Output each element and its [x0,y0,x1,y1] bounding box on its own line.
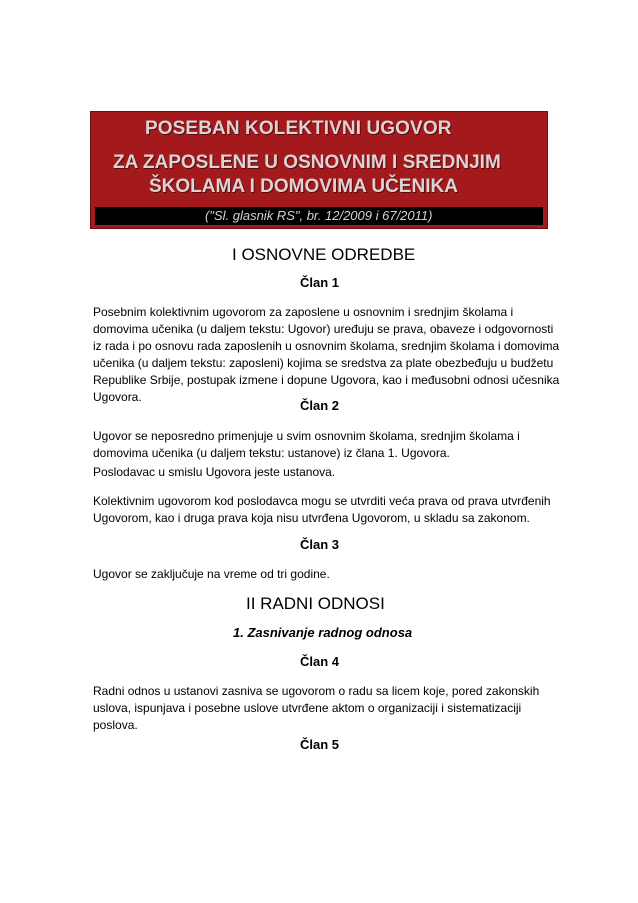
article-1-label: Član 1 [300,275,340,290]
source-citation: ("Sl. glasnik RS", br. 12/2009 i 67/2011) [205,208,433,223]
article-5-label: Član 5 [300,737,340,752]
article-3-label: Član 3 [300,537,340,552]
section-heading-osnovne-odredbe: I OSNOVNE ODREDBE [232,245,416,264]
article-2-paragraph-1: Ugovor se neposredno primenjuje u svim osnovnim školama, srednjim školama i domovima učenika (u daljem tekstu: ustanove) iz člana 1. Ugovora. [93,429,520,460]
document-title-banner [90,111,548,229]
article-3-paragraph-1: Ugovor se zaključuje na vreme od tri godine. [93,567,330,581]
article-1-paragraph-1: Posebnim kolektivnim ugovorom za zaposlene u osnovnim i srednjim školama i domovima učenika (u daljem tekstu: Ugovor) uređuju se prava, obaveze i odgovornosti iz rada i po osnovu rada zaposlenih u osnovnim školama, srednjim školama i domovima učenika (u daljem tekstu: zaposleni) kojima se sredstva za plate obezbeđuju u budžetu Republike Srbije, postupak izmene i dopune Ugovora, kao i međusobni odnosi učesnika Ugovora. [93,305,560,404]
document-title: POSEBAN KOLEKTIVNI UGOVOR [145,118,452,139]
section-heading-radni-odnosi: II RADNI ODNOSI [246,594,385,613]
article-4-paragraph-1: Radni odnos u ustanovi zasniva se ugovorom o radu sa licem koje, pored zakonskih uslova, ispunjava i posebne uslove utvrđene aktom o organizaciji i sistematizaciji poslova. [93,684,540,732]
subsection-heading-zasnivanje: 1. Zasnivanje radnog odnosa [233,625,413,640]
article-2-paragraph-2: Poslodavac u smislu Ugovora jeste ustanova. [93,465,336,479]
article-4-label: Član 4 [300,654,340,669]
article-2-paragraph-3: Kolektivnim ugovorom kod poslodavca mogu se utvrditi veća prava od prava utvrđenih Ugovorom, kao i druga prava koja nisu utvrđena Ugovorom, u skladu sa zakonom. [93,494,551,525]
article-2-label: Član 2 [300,398,340,413]
source-strip [95,207,543,225]
document-subtitle-line-2: ŠKOLAMA I DOMOVIMA UČENIKA [149,176,458,197]
document-subtitle-line-1: ZA ZAPOSLENE U OSNOVNIM I SREDNJIM [113,152,501,173]
